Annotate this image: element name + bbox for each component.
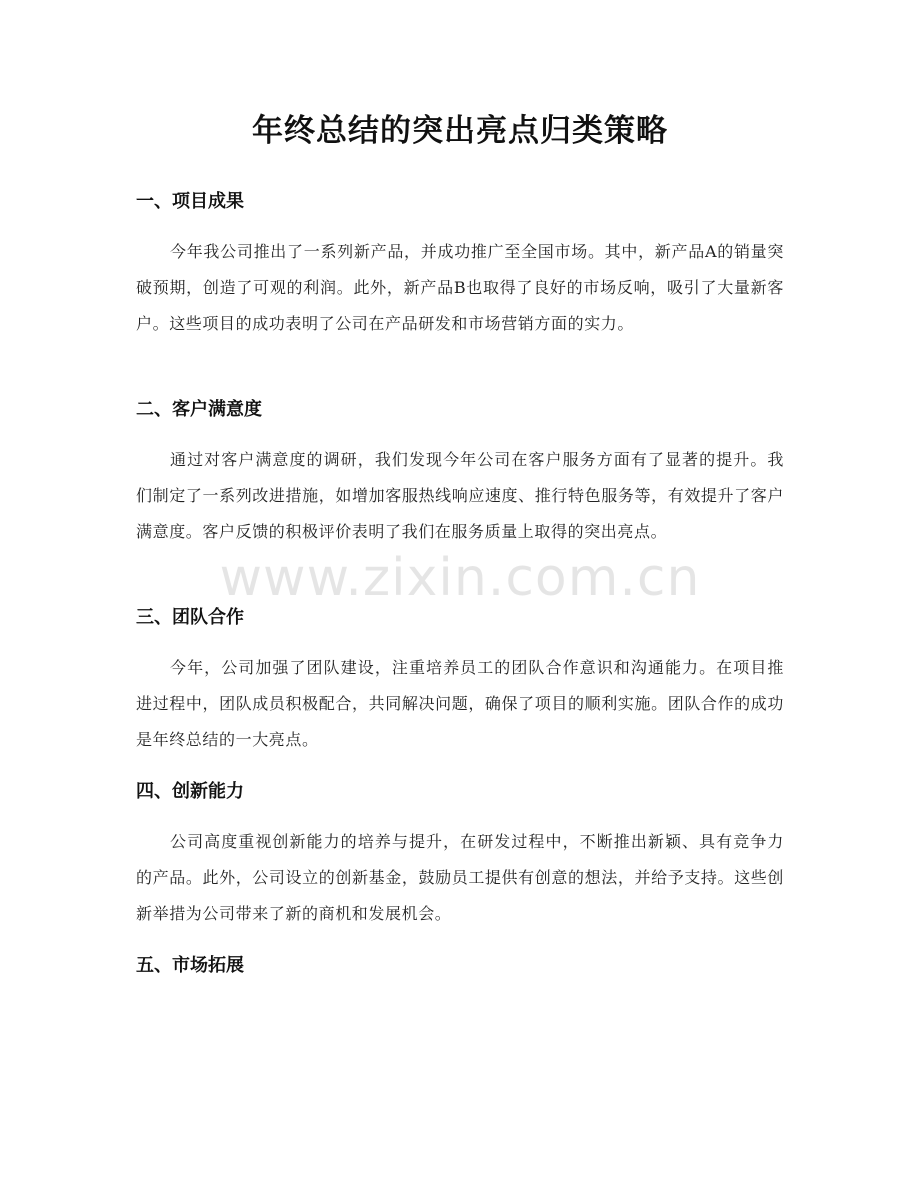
section-heading-1: 一、项目成果 [136, 191, 244, 212]
section-heading-4: 四、创新能力 [136, 781, 244, 802]
section-paragraph-4: 公司高度重视创新能力的培养与提升，在研发过程中，不断推出新颖、具有竞争力的产品。此外，公司设立的创新基金，鼓励员工提供有创意的想法，并给予支持。这些创新举措为公司带来了新的商机和发展机会。 [136, 832, 784, 923]
section-paragraph-3: 今年，公司加强了团队建设，注重培养员工的团队合作意识和沟通能力。在项目推进过程中，团队成员积极配合，共同解决问题，确保了项目的顺利实施。团队合作的成功是年终总结的一大亮点。 [136, 658, 784, 749]
section-heading-2: 二、客户满意度 [136, 399, 262, 420]
section-heading-5: 五、市场拓展 [136, 955, 244, 976]
section-heading-3: 三、团队合作 [136, 607, 244, 628]
watermark-text: www.zixin.com.cn [219, 548, 701, 608]
document-title: 年终总结的突出亮点归类策略 [252, 113, 668, 149]
section-paragraph-2: 通过对客户满意度的调研，我们发现今年公司在客户服务方面有了显著的提升。我们制定了一系列改进措施，如增加客服热线响应速度、推行特色服务等，有效提升了客户满意度。客户反馈的积极评价表明了我们在服务质量上取得的突出亮点。 [136, 450, 784, 541]
section-paragraph-1: 今年我公司推出了一系列新产品，并成功推广至全国市场。其中，新产品A的销量突破预期，创造了可观的利润。此外，新产品B也取得了良好的市场反响，吸引了大量新客户。这些项目的成功表明了公司在产品研发和市场营销方面的实力。 [136, 242, 784, 333]
